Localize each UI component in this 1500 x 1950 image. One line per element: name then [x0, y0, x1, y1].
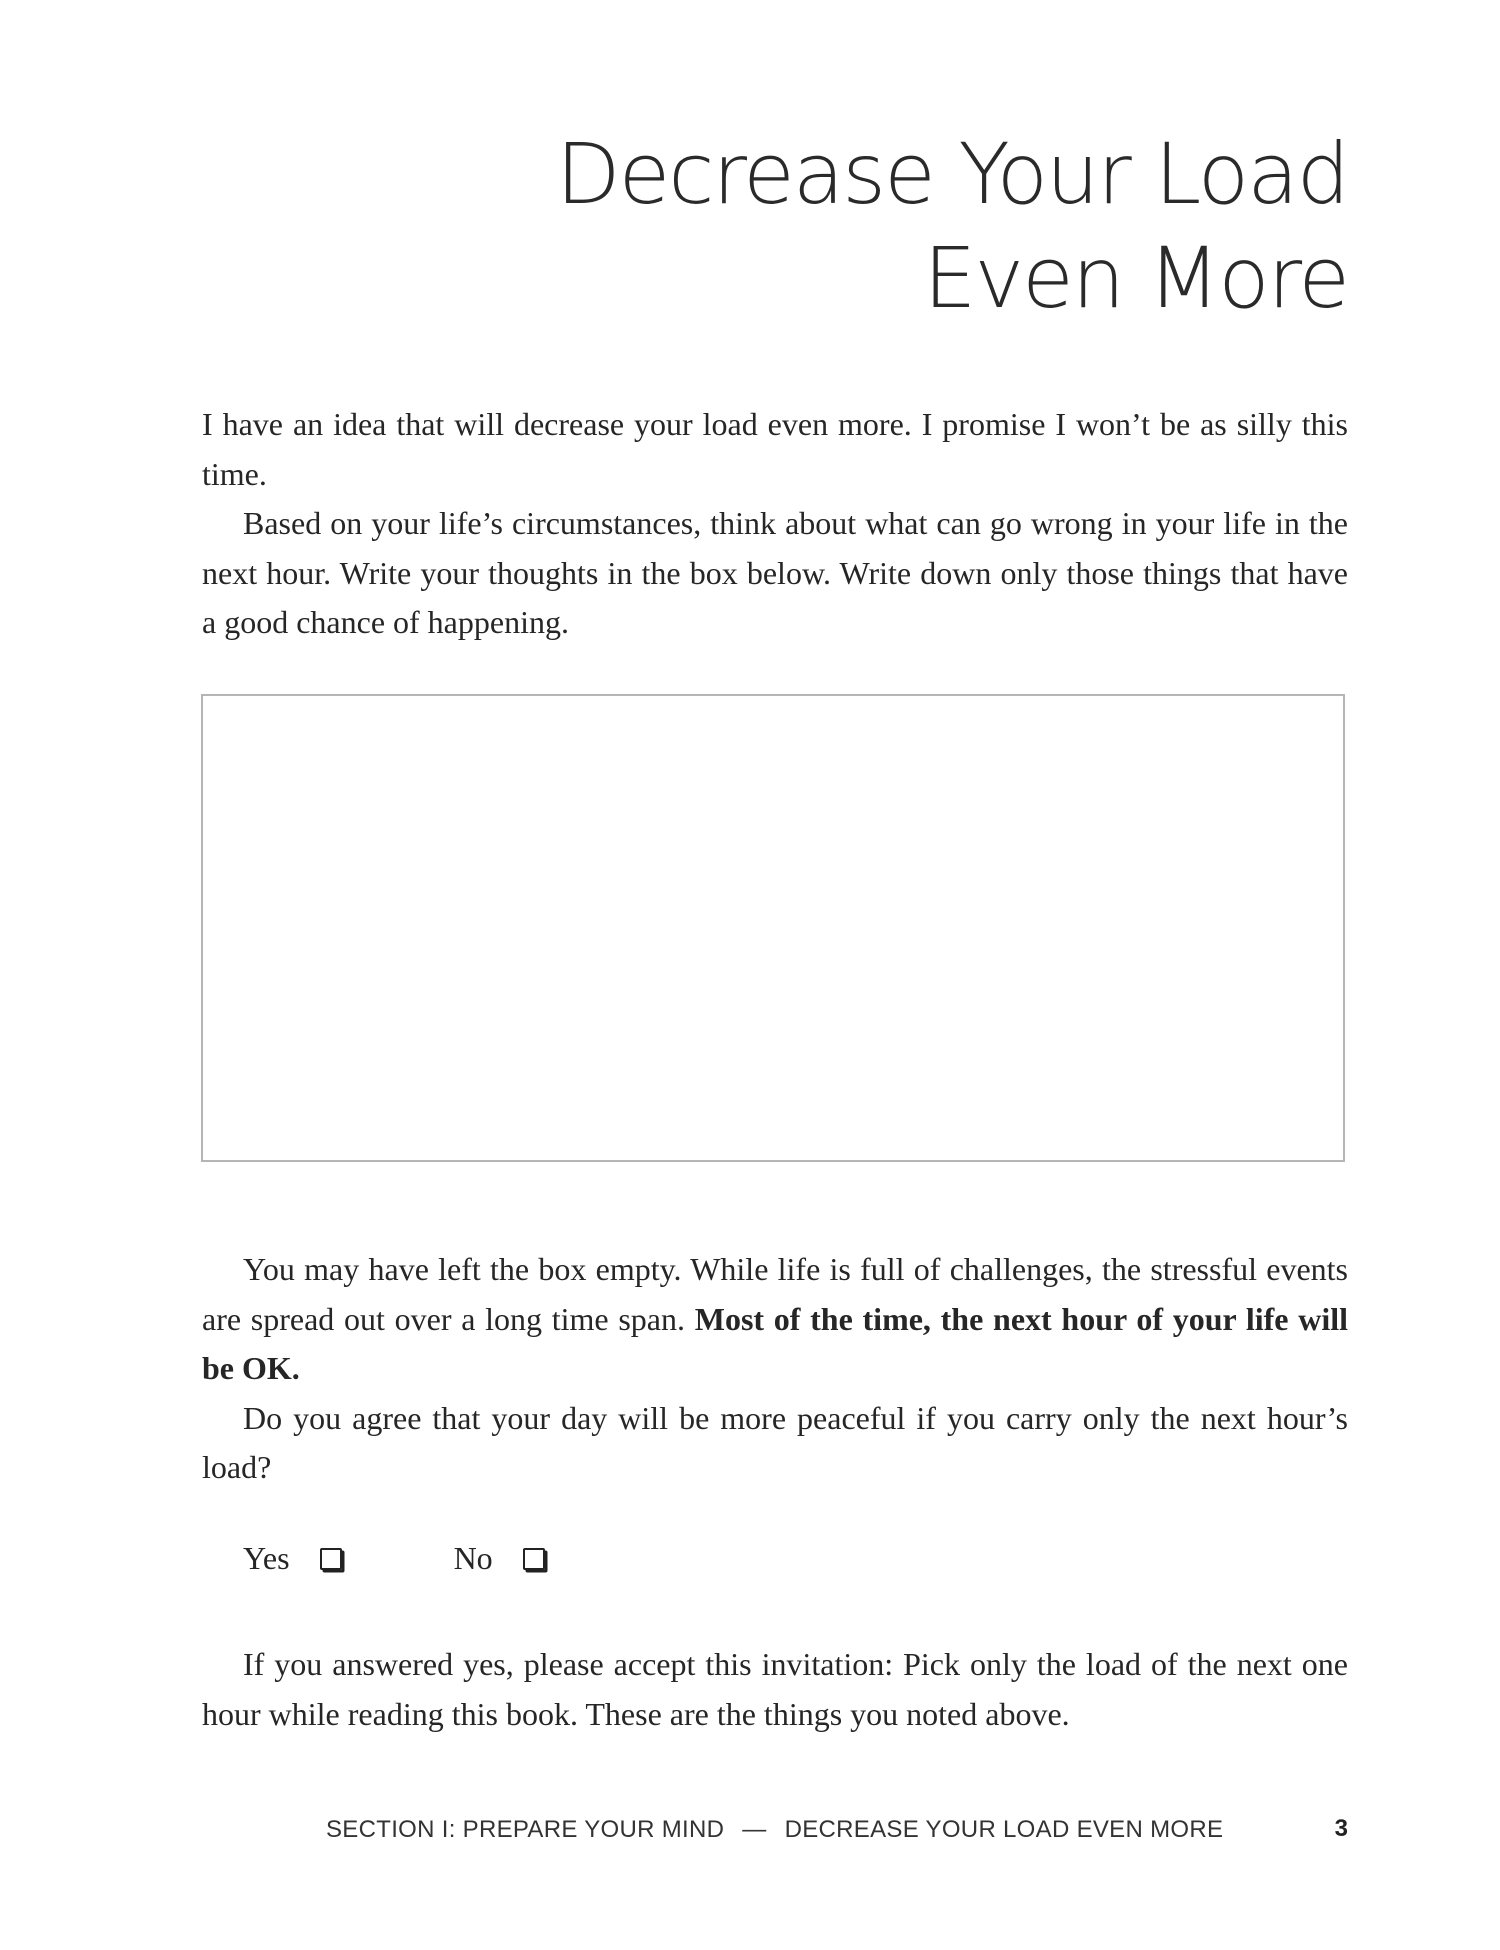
- intro-paragraph-2: Based on your life’s circumstances, think about what can go wrong in your life in the next hour. Write your thoughts in the box below. Write down only those things that have a good chance of happening.: [202, 505, 1348, 640]
- reflection-paragraph-1: [202, 1245, 1348, 1394]
- agreement-question: Do you agree that your day will be more peaceful if you carry only the next hour’s load?: [202, 1399, 1348, 1485]
- closing-paragraph: If you answered yes, please accept this invitation: Pick only the load of the next one hour while reading this book. These are the things you noted above.: [202, 1646, 1348, 1732]
- reflection-lead: You may have left the box empty. While life is full of challenges, the stressful events are spread out over a long time span.: [202, 1251, 1348, 1337]
- intro-text: [202, 400, 1348, 648]
- footer-chapter: DECREASE YOUR LOAD EVEN MORE: [784, 1816, 1224, 1843]
- reflection-emphasis: Most of the time, the next hour of your life will be OK.: [202, 1300, 1349, 1386]
- no-choice[interactable]: [454, 1540, 545, 1577]
- reflection-text: [202, 1245, 1348, 1493]
- no-label: No: [453, 1540, 493, 1576]
- writing-box[interactable]: [201, 694, 1345, 1162]
- yes-label: Yes: [243, 1540, 290, 1576]
- title-line-1: Decrease Your Load: [555, 125, 1348, 223]
- yes-no-choices: [243, 1540, 545, 1577]
- page-title: [556, 122, 1348, 330]
- closing-text: [202, 1640, 1348, 1739]
- intro-paragraph-1: I have an idea that will decrease your load even more. I promise I won’t be as silly this time.: [202, 406, 1348, 492]
- yes-checkbox[interactable]: [320, 1548, 342, 1570]
- yes-choice[interactable]: [243, 1540, 342, 1577]
- title-line-2: Even More: [923, 229, 1348, 327]
- footer-separator: —: [742, 1816, 767, 1843]
- no-checkbox[interactable]: [523, 1548, 545, 1570]
- running-footer: [326, 1816, 1223, 1844]
- footer-section: SECTION I: PREPARE YOUR MIND: [326, 1816, 725, 1843]
- page-number: 3: [1334, 1815, 1348, 1842]
